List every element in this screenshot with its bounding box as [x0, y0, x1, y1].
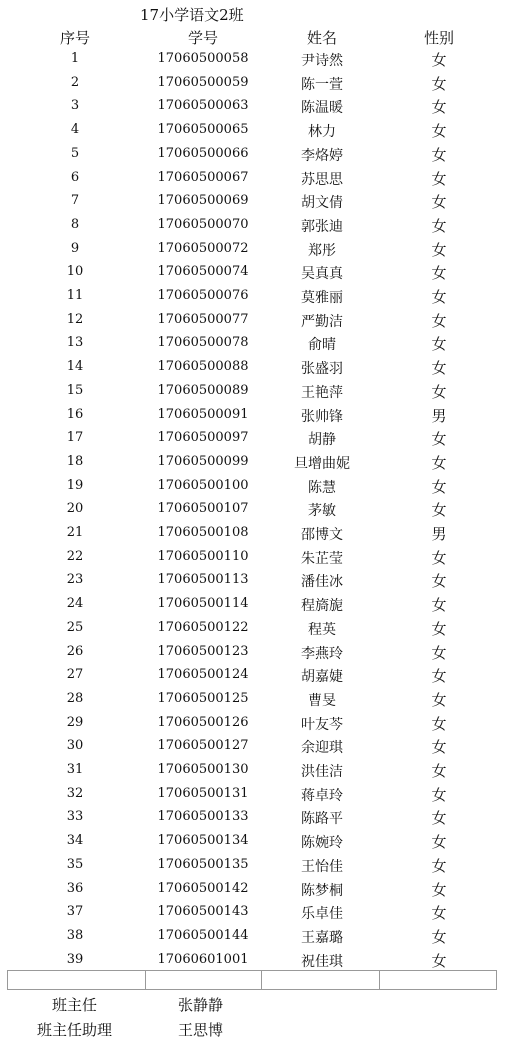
table-row [0, 119, 506, 143]
table-row [0, 356, 506, 380]
row-index: 22 [66, 548, 84, 564]
student-id: 17060500131 [157, 785, 249, 801]
table-row [0, 664, 506, 688]
student-id: 17060500123 [157, 643, 249, 659]
student-gender: 女 [431, 596, 447, 615]
student-id: 17060500130 [157, 762, 249, 777]
student-gender: 女 [431, 145, 447, 164]
table-row [0, 214, 506, 238]
row-index: 18 [66, 453, 84, 469]
student-id: 17060500100 [157, 477, 249, 493]
student-id: 17060500107 [157, 501, 249, 517]
row-index: 26 [66, 643, 84, 659]
student-gender: 女 [431, 453, 447, 472]
student-id: 17060500097 [157, 430, 249, 446]
student-gender: 女 [431, 833, 447, 852]
row-index: 12 [66, 311, 84, 327]
student-gender: 女 [431, 762, 447, 780]
student-gender: 女 [431, 880, 447, 899]
student-id: 17060500066 [157, 145, 249, 161]
row-index: 24 [66, 596, 84, 612]
student-name: 陈一萱 [301, 76, 343, 93]
header-sex: 性别 [423, 29, 454, 47]
student-name: 郑彤 [308, 242, 336, 259]
student-id: 17060500070 [157, 216, 249, 232]
student-id: 17060500089 [157, 382, 249, 398]
student-gender: 女 [431, 667, 447, 686]
class-title: 17小学语文2班 [140, 6, 244, 24]
student-gender: 女 [431, 690, 447, 709]
row-index: 17 [66, 430, 84, 446]
table-row [0, 332, 506, 356]
student-name: 郭张迪 [301, 218, 343, 235]
table-row [0, 427, 506, 451]
table-row [0, 546, 506, 570]
student-gender: 女 [431, 122, 447, 141]
student-name: 陈慧 [308, 479, 336, 496]
table-row [0, 95, 506, 119]
table-row [0, 593, 506, 617]
assistant-name: 王思博 [178, 1021, 224, 1039]
table-row [0, 925, 506, 949]
student-name: 林力 [308, 124, 336, 141]
student-gender: 女 [431, 785, 447, 804]
student-gender: 女 [431, 477, 447, 496]
grid-divider [379, 971, 380, 989]
table-row [0, 48, 506, 72]
student-id: 17060500077 [157, 311, 249, 327]
row-index: 29 [66, 714, 84, 730]
student-gender: 女 [431, 951, 447, 970]
table-row [0, 190, 506, 214]
student-name: 胡静 [308, 432, 336, 449]
table-row [0, 569, 506, 593]
table-row [0, 143, 506, 167]
table-row [0, 759, 506, 783]
header-name: 姓名 [306, 29, 337, 47]
table-row [0, 380, 506, 404]
table-row [0, 783, 506, 807]
student-gender: 女 [431, 809, 447, 828]
row-index: 15 [66, 382, 84, 398]
row-index: 2 [70, 74, 80, 90]
student-id: 17060500078 [157, 335, 249, 351]
student-name: 莫雅丽 [301, 290, 343, 306]
student-id: 17060601001 [157, 951, 249, 967]
student-id: 17060500110 [157, 548, 249, 564]
student-id: 17060500091 [157, 406, 249, 422]
student-gender: 男 [431, 406, 447, 425]
assistant-label: 班主任助理 [37, 1021, 113, 1039]
row-index: 36 [66, 880, 84, 896]
student-name: 乐卓佳 [301, 906, 343, 923]
student-name: 程英 [308, 621, 336, 638]
table-row [0, 712, 506, 736]
row-index: 31 [66, 762, 84, 777]
student-name: 吴真真 [301, 266, 343, 283]
teacher-label: 班主任 [52, 996, 98, 1014]
student-name: 曹旻 [308, 692, 336, 709]
student-id: 17060500088 [157, 359, 249, 375]
row-index: 13 [66, 335, 84, 351]
student-name: 陈温暖 [301, 100, 343, 117]
student-name: 李燕玲 [301, 645, 343, 662]
row-index: 34 [66, 833, 84, 849]
student-id: 17060500124 [157, 667, 249, 683]
row-index: 3 [70, 98, 80, 114]
student-id: 17060500069 [157, 193, 249, 209]
table-row [0, 498, 506, 522]
student-id: 17060500127 [157, 738, 249, 754]
student-name: 张盛羽 [301, 361, 343, 378]
row-index: 16 [66, 406, 84, 422]
table-row [0, 285, 506, 309]
table-row [0, 688, 506, 712]
student-name: 陈婉玲 [301, 835, 343, 852]
student-gender: 女 [431, 643, 447, 662]
student-gender: 女 [431, 619, 447, 638]
student-name: 王怡佳 [301, 858, 343, 875]
student-name: 洪佳洁 [301, 764, 343, 780]
student-gender: 女 [431, 98, 447, 117]
student-id: 17060500122 [157, 619, 249, 635]
table-row [0, 830, 506, 854]
student-id: 17060500072 [157, 240, 249, 256]
student-id: 17060500144 [157, 927, 249, 943]
student-gender: 女 [431, 335, 447, 354]
student-gender: 女 [431, 382, 447, 401]
student-gender: 女 [431, 572, 447, 591]
row-index: 27 [66, 667, 84, 683]
table-row [0, 404, 506, 428]
row-index: 8 [70, 216, 80, 232]
student-id: 17060500133 [157, 809, 249, 825]
table-row [0, 72, 506, 96]
row-index: 38 [66, 927, 84, 943]
student-id: 17060500126 [157, 714, 249, 730]
table-row [0, 878, 506, 902]
row-index: 30 [66, 738, 84, 754]
row-index: 21 [66, 525, 84, 540]
student-name: 王艳萍 [301, 384, 343, 401]
student-name: 严勤洁 [301, 313, 343, 330]
student-gender: 女 [431, 714, 447, 733]
student-id: 17060500134 [157, 833, 249, 849]
student-id: 17060500063 [157, 98, 249, 114]
row-index: 33 [66, 809, 84, 825]
row-index: 32 [66, 785, 84, 801]
table-row [0, 617, 506, 641]
student-gender: 女 [431, 430, 447, 449]
student-id: 17060500142 [157, 880, 249, 896]
student-name: 李烙婷 [301, 147, 343, 164]
student-id: 17060500074 [157, 264, 249, 280]
student-name: 尹诗然 [301, 53, 343, 69]
student-id: 17060500058 [157, 51, 249, 66]
student-id: 17060500114 [157, 596, 249, 612]
student-id: 17060500076 [157, 288, 249, 303]
student-gender: 女 [431, 311, 447, 330]
row-index: 1 [70, 51, 80, 66]
student-name: 苏思思 [301, 171, 343, 188]
student-gender: 女 [431, 738, 447, 757]
row-index: 37 [66, 904, 84, 920]
student-id: 17060500125 [157, 690, 249, 706]
student-gender: 女 [431, 904, 447, 923]
row-index: 14 [66, 359, 84, 375]
row-index: 39 [66, 951, 84, 967]
student-id: 17060500113 [157, 572, 249, 588]
student-gender: 女 [431, 264, 447, 283]
student-gender: 女 [431, 216, 447, 235]
row-index: 4 [70, 122, 80, 138]
student-id: 17060500135 [157, 856, 249, 872]
row-index: 11 [66, 288, 84, 303]
student-gender: 男 [431, 525, 447, 543]
student-gender: 女 [431, 169, 447, 188]
student-name: 胡文倩 [301, 195, 343, 212]
table-row [0, 167, 506, 191]
header-idx: 序号 [59, 29, 90, 47]
empty-table-row [7, 970, 497, 990]
table-row [0, 949, 506, 973]
student-name: 潘佳冰 [301, 574, 343, 591]
student-name: 余迎琪 [301, 740, 343, 757]
row-index: 10 [66, 264, 84, 280]
student-name: 俞晴 [308, 337, 336, 354]
grid-divider [261, 971, 262, 989]
student-name: 程旖旎 [301, 598, 343, 615]
row-index: 20 [66, 501, 84, 517]
table-row [0, 522, 506, 546]
table-row [0, 475, 506, 499]
student-gender: 女 [431, 501, 447, 520]
student-name: 叶友芩 [301, 716, 343, 733]
row-index: 25 [66, 619, 84, 635]
row-index: 35 [66, 856, 84, 872]
table-row [0, 309, 506, 333]
student-name: 蒋卓玲 [301, 787, 343, 804]
student-gender: 女 [431, 74, 447, 93]
student-id: 17060500067 [157, 169, 249, 185]
student-name: 邵博文 [301, 527, 343, 543]
teacher-name: 张静静 [178, 996, 224, 1014]
table-row [0, 901, 506, 925]
grid-divider [145, 971, 146, 989]
table-row [0, 451, 506, 475]
row-index: 6 [70, 169, 80, 185]
student-name: 胡嘉婕 [301, 669, 343, 686]
student-gender: 女 [431, 548, 447, 567]
student-gender: 女 [431, 288, 447, 306]
student-name: 茅敏 [308, 503, 336, 520]
student-gender: 女 [431, 240, 447, 259]
student-name: 祝佳琪 [301, 953, 343, 970]
student-gender: 女 [431, 359, 447, 378]
table-row [0, 854, 506, 878]
row-index: 5 [70, 145, 80, 161]
table-row [0, 238, 506, 262]
table-row [0, 261, 506, 285]
student-id: 17060500143 [157, 904, 249, 920]
student-name: 陈路平 [301, 811, 343, 828]
row-index: 7 [70, 193, 80, 209]
row-index: 23 [66, 572, 84, 588]
student-id: 17060500108 [157, 525, 249, 540]
student-name: 朱芷莹 [301, 550, 343, 567]
row-index: 28 [66, 690, 84, 706]
student-name: 王嘉璐 [301, 929, 343, 946]
row-index: 19 [66, 477, 84, 493]
student-name: 陈梦桐 [301, 882, 343, 899]
student-id: 17060500065 [157, 122, 249, 138]
student-gender: 女 [431, 856, 447, 875]
student-id: 17060500099 [157, 453, 249, 469]
table-row [0, 735, 506, 759]
student-name: 张帅锋 [301, 408, 343, 425]
table-row [0, 806, 506, 830]
table-row [0, 641, 506, 665]
student-name: 旦增曲妮 [294, 455, 350, 472]
row-index: 9 [70, 240, 80, 256]
student-gender: 女 [431, 51, 447, 69]
student-gender: 女 [431, 193, 447, 212]
student-id: 17060500059 [157, 74, 249, 90]
header-id: 学号 [187, 29, 218, 47]
student-gender: 女 [431, 927, 447, 946]
